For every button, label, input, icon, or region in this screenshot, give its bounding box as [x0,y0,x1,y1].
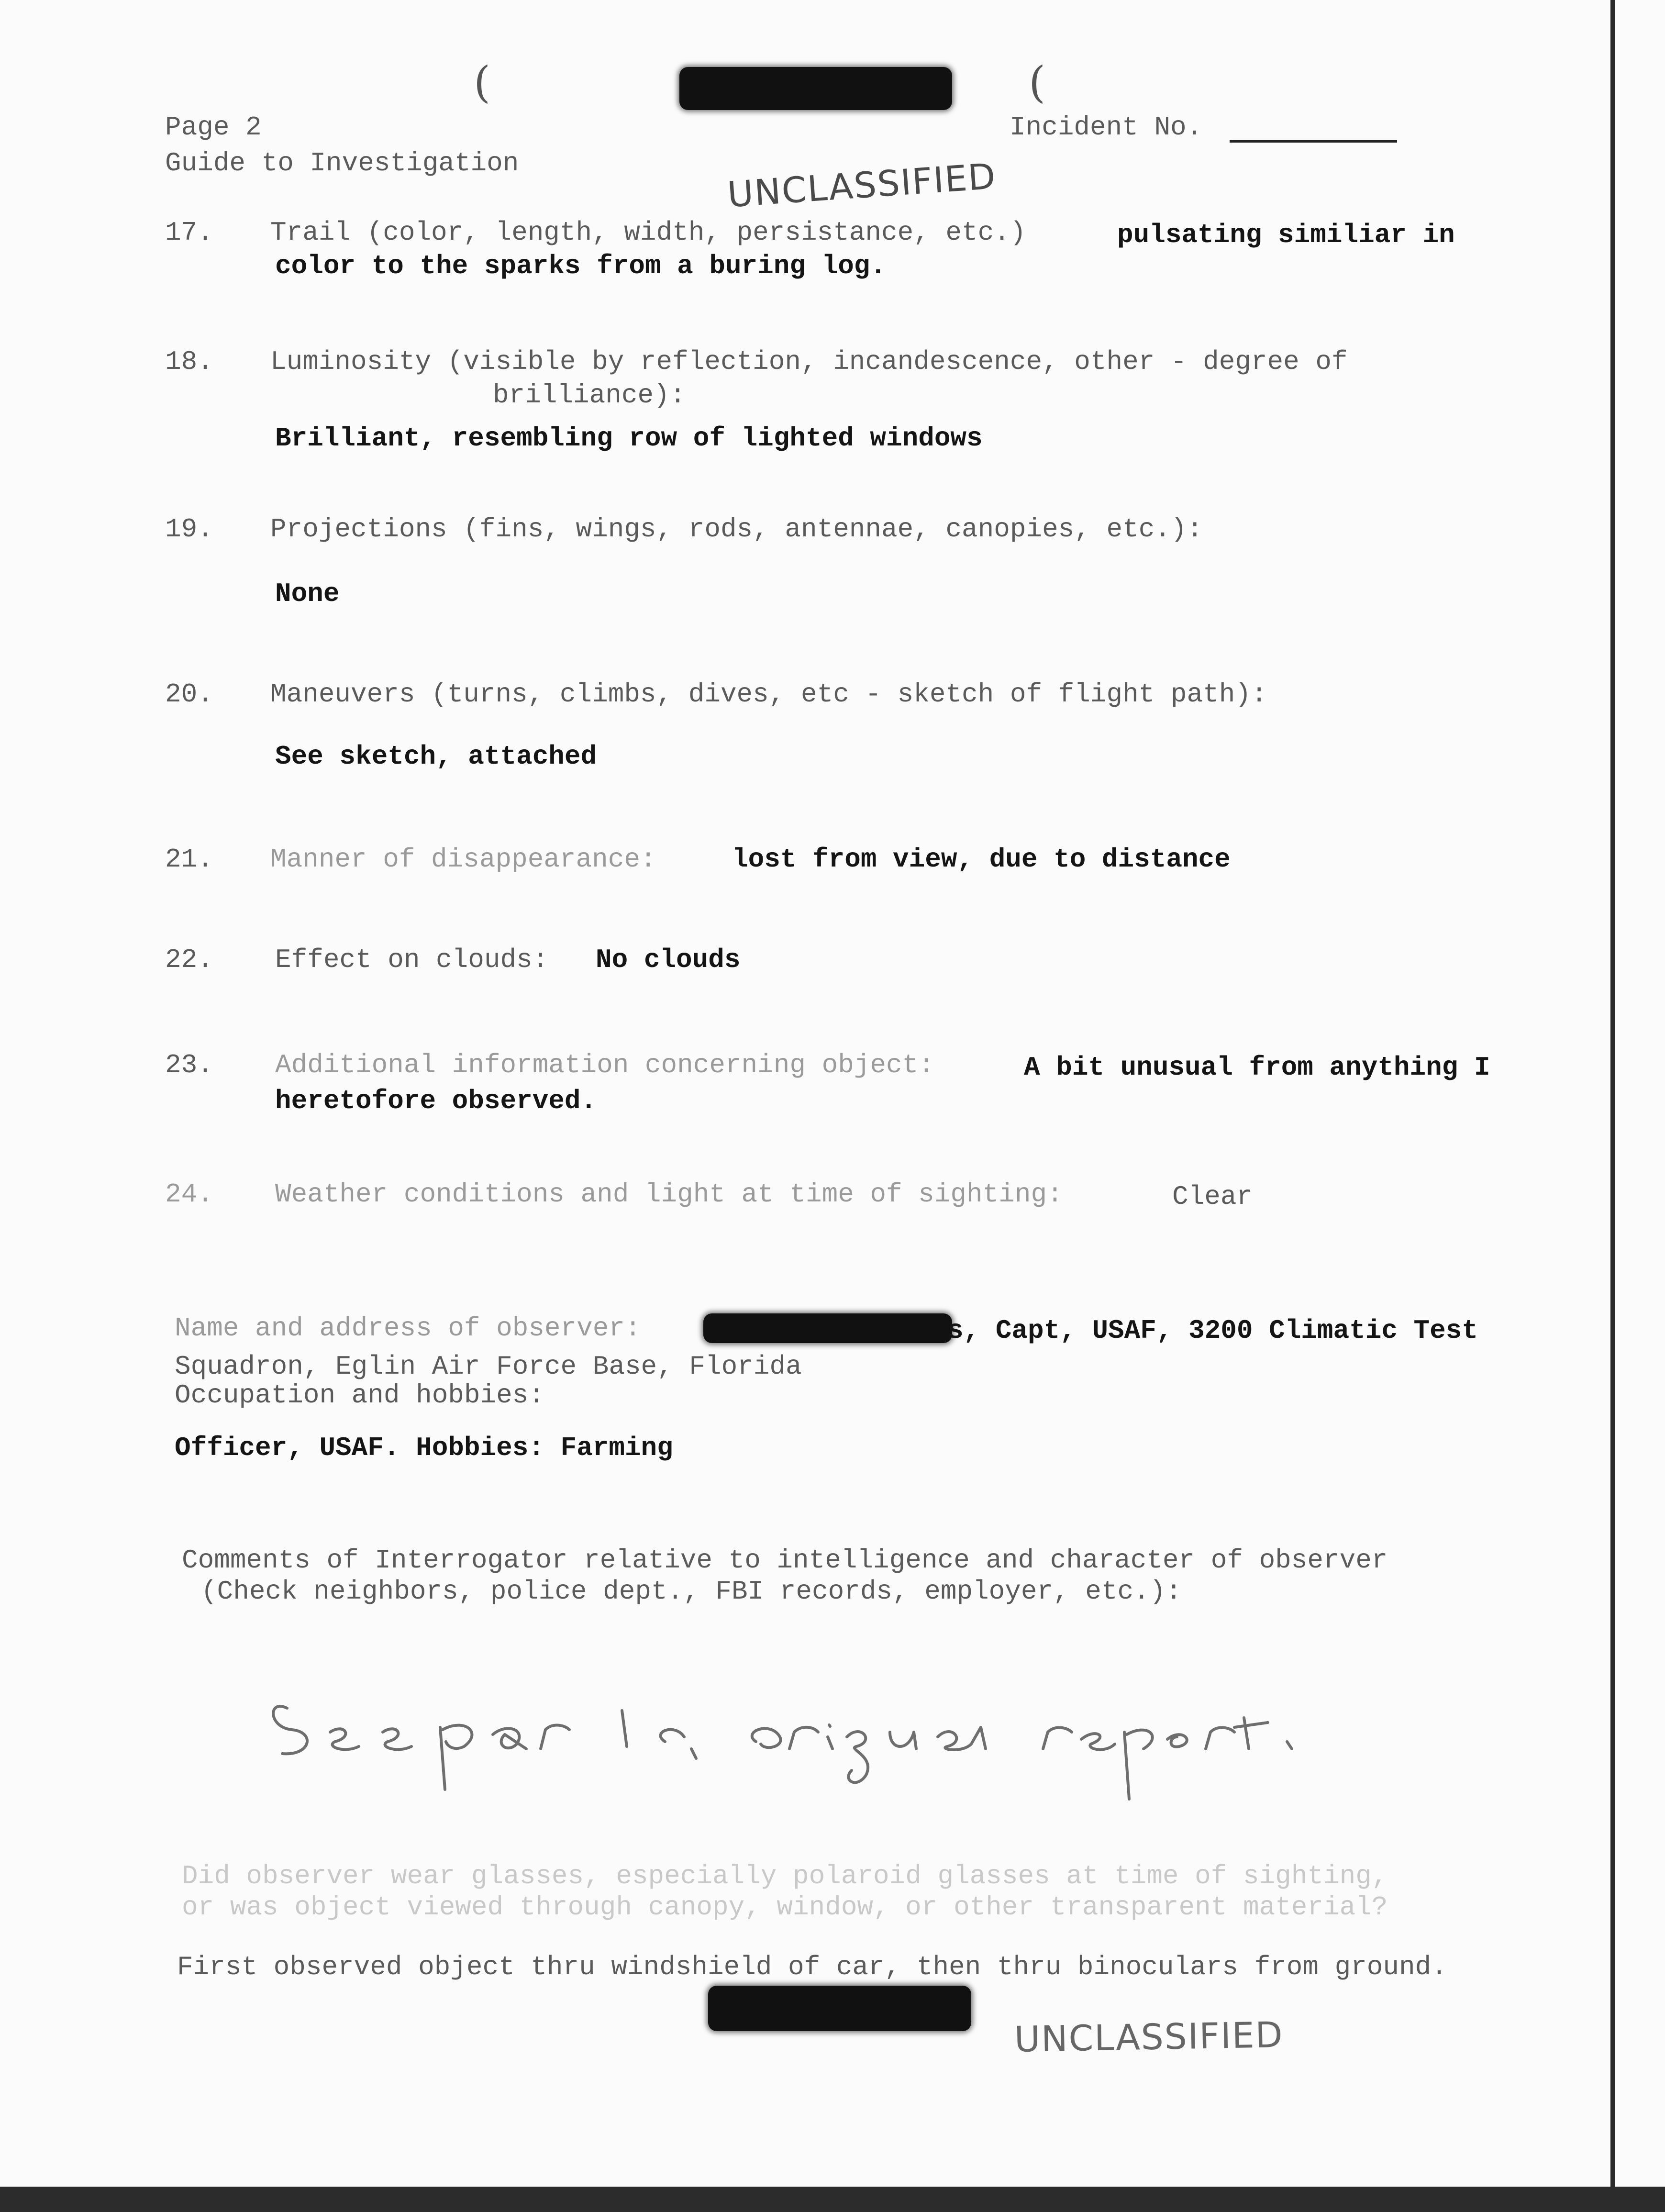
classification-stamp-top: UNCLASSIFIED [726,156,998,216]
item-question: Trail (color, length, width, persistance, etc.) [270,217,1026,248]
scan-border [0,2187,1665,2212]
item-number: 19. [165,514,213,545]
scan-edge [1610,0,1615,2212]
item-number: 24. [165,1179,213,1210]
incident-number-blank [1230,140,1397,143]
item-number: 17. [165,217,213,248]
item-answer: A bit unusual from anything I [1024,1052,1490,1083]
comments-label-continued: (Check neighbors, police dept., FBI records, employer, etc.): [201,1576,1182,1607]
comments-label: Comments of Interrogator relative to intelligence and character of observer [182,1545,1388,1576]
classification-stamp-bottom: UNCLASSIFIED [1014,2014,1284,2060]
item-answer: Clear [1172,1181,1253,1212]
redaction-bottom [708,1986,971,2031]
handwritten-comment-text: See par 1 c, original report [268,1684,1235,1750]
redaction-top [679,67,952,110]
item-number: 22. [165,945,213,975]
occupation-answer: Officer, USAF. Hobbies: Farming [175,1433,673,1463]
form-title: Guide to Investigation [165,148,519,178]
item-question-continued: brilliance): [493,380,686,411]
observer-name-label: Name and address of observer: [175,1313,641,1344]
item-question: Additional information concerning object: [275,1050,934,1080]
incident-label: Incident No. [1010,112,1203,143]
item-question: Weather conditions and light at time of sighting: [275,1179,1063,1210]
handwritten-comment [258,1665,1311,1809]
item-number: 23. [165,1050,213,1080]
page-label: Page 2 [165,112,262,143]
observer-name-answer: s, Capt, USAF, 3200 Climatic Test [947,1315,1478,1346]
glasses-label-continued: or was object viewed through canopy, window, or other transparent material? [182,1892,1388,1923]
item-number: 21. [165,844,213,875]
redaction-observer-name [703,1313,952,1343]
item-answer: See sketch, attached [275,741,597,772]
item-answer: pulsating similiar in [1117,220,1455,250]
item-question: Projections (fins, wings, rods, antennae, canopies, etc.): [270,514,1203,545]
occupation-label: Occupation and hobbies: [175,1380,544,1411]
item-number: 18. [165,346,213,377]
item-question: Manner of disappearance: [270,844,656,875]
observer-address-answer: Squadron, Eglin Air Force Base, Florida [175,1351,802,1382]
glasses-label: Did observer wear glasses, especially polaroid glasses at time of sighting, [182,1861,1388,1891]
bracket-mark: ( [474,57,491,108]
item-number: 20. [165,679,213,710]
item-question: Effect on clouds: [275,945,549,975]
item-answer-continued: color to the sparks from a buring log. [275,251,887,281]
item-answer: Brilliant, resembling row of lighted windows [275,423,983,454]
item-answer: No clouds [596,945,741,975]
item-answer: None [275,578,340,609]
bracket-mark-right: ( [1029,57,1046,108]
glasses-answer: First observed object thru windshield of car, then thru binoculars from ground. [177,1952,1447,1982]
item-answer-continued: heretofore observed. [275,1086,597,1116]
item-question: Maneuvers (turns, climbs, dives, etc - sketch of flight path): [270,679,1267,710]
item-question: Luminosity (visible by reflection, incandescence, other - degree of [270,346,1348,377]
item-answer: lost from view, due to distance [732,844,1231,875]
